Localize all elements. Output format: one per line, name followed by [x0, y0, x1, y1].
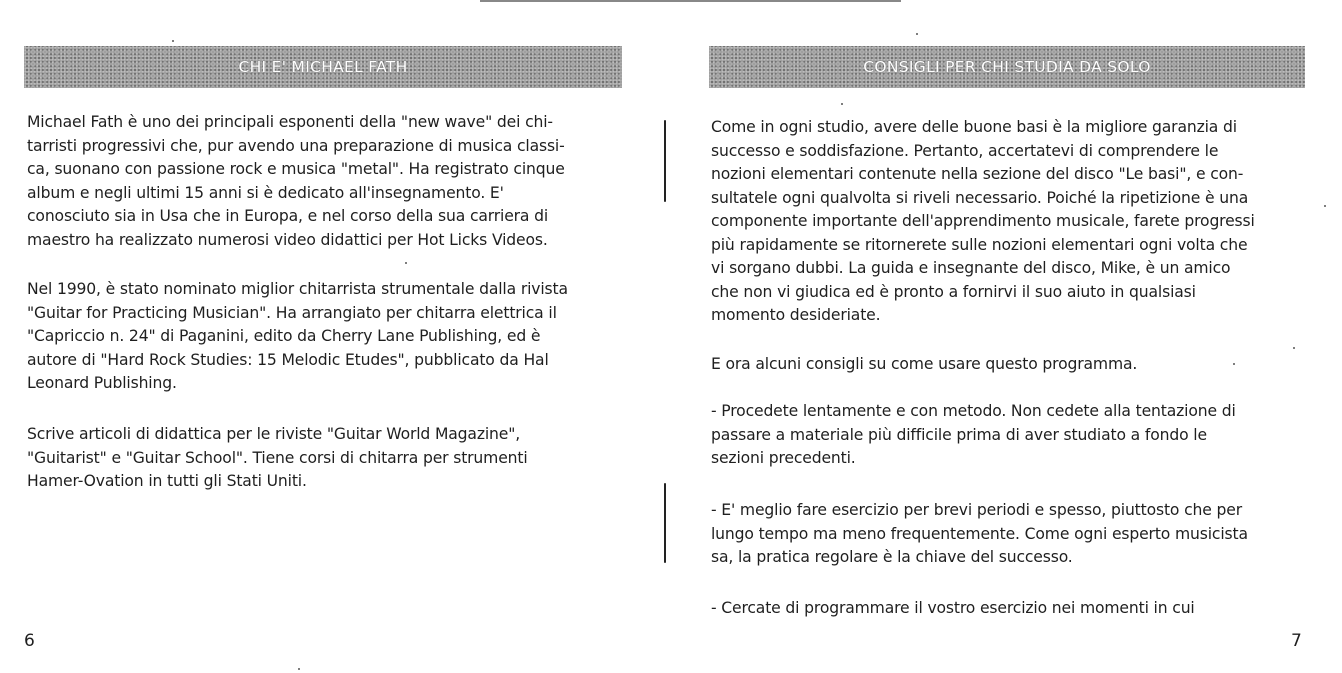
binding-mark	[664, 483, 666, 563]
text-line: "Guitarist" e "Guitar School". Tiene corsi di chitarra per strumenti	[27, 448, 528, 467]
left-paragraph-3	[27, 423, 627, 494]
right-page	[671, 0, 1342, 673]
right-paragraph-5	[711, 597, 1311, 621]
text-line: lungo tempo ma meno frequentemente. Come ogni esperto musicista	[711, 524, 1248, 543]
right-paragraph-4	[711, 499, 1311, 570]
text-line: ca, suonano con passione rock e musica "metal". Ha registrato cinque	[27, 160, 565, 178]
right-section-header	[709, 46, 1305, 88]
scan-speck	[298, 668, 300, 670]
text-line: autore di "Hard Rock Studies: 15 Melodic Etudes", pubblicato da Hal	[27, 350, 549, 369]
text-line: Come in ogni studio, avere delle buone basi è la migliore garanzia di	[711, 118, 1237, 136]
text-line: Michael Fath è uno dei principali esponenti della "new wave" dei chi-	[27, 113, 553, 131]
text-line: che non vi giudica ed è pronto a fornirvi il suo aiuto in qualsiasi	[711, 282, 1196, 301]
scan-edge-mark	[671, 0, 901, 2]
text-line: sultatele ogni qualvolta si riveli necessario. Poiché la ripetizione è una	[711, 188, 1249, 207]
right-page-number: 7	[1291, 631, 1302, 651]
text-line: sa, la pratica regolare è la chiave del successo.	[711, 548, 1073, 566]
right-paragraph-2	[711, 353, 1311, 377]
scan-speck	[1324, 205, 1326, 207]
scan-speck	[1233, 363, 1235, 365]
text-line: Nel 1990, è stato nominato miglior chitarrista strumentale dalla rivista	[27, 280, 568, 298]
text-line: passare a materiale più difficile prima di aver studiato a fondo le	[711, 425, 1207, 444]
text-line: E ora alcuni consigli su come usare questo programma.	[711, 355, 1138, 373]
text-line: "Capriccio n. 24" di Paganini, edito da Cherry Lane Publishing, ed è	[27, 327, 541, 345]
left-page-number: 6	[24, 631, 35, 651]
left-section-header	[24, 46, 622, 88]
left-paragraph-1	[27, 111, 627, 252]
text-line: tarristi progressivi che, pur avendo una preparazione di musica classi-	[27, 136, 565, 155]
left-paragraph-2	[27, 278, 627, 396]
text-line: - Procedete lentamente e con metodo. Non cedete alla tentazione di	[711, 402, 1236, 420]
text-line: più rapidamente se ritornerete sulle nozioni elementari ogni volta che	[711, 235, 1248, 254]
scan-edge-mark	[480, 0, 671, 2]
text-line: componente importante dell'apprendimento musicale, farete progressi	[711, 212, 1255, 230]
text-line: vi sorgano dubbi. La guida e insegnante del disco, Mike, è un amico	[711, 259, 1231, 277]
left-section-title: CHI E' MICHAEL FATH	[238, 58, 408, 76]
text-line: successo e soddisfazione. Pertanto, accertatevi di comprendere le	[711, 141, 1219, 160]
scan-speck	[1293, 347, 1295, 349]
scan-speck	[916, 33, 918, 35]
text-line: sezioni precedenti.	[711, 449, 856, 467]
text-line: "Guitar for Practicing Musician". Ha arrangiato per chitarra elettrica il	[27, 303, 557, 322]
right-section-title: CONSIGLI PER CHI STUDIA DA SOLO	[863, 58, 1151, 76]
text-line: conosciuto sia in Usa che in Europa, e nel corso della sua carriera di	[27, 207, 549, 225]
text-line: maestro ha realizzato numerosi video didattici per Hot Licks Videos.	[27, 230, 548, 249]
right-paragraph-3	[711, 400, 1311, 471]
text-line: - E' meglio fare esercizio per brevi periodi e spesso, piuttosto che per	[711, 501, 1242, 519]
binding-mark	[664, 120, 666, 202]
text-line: Scrive articoli di didattica per le riviste "Guitar World Magazine",	[27, 425, 521, 443]
right-paragraph-1	[711, 116, 1311, 328]
text-line: Leonard Publishing.	[27, 374, 177, 392]
scan-speck	[405, 262, 407, 264]
scan-speck	[172, 40, 174, 42]
text-line: Hamer-Ovation in tutti gli Stati Uniti.	[27, 472, 307, 490]
text-line: momento desideriate.	[711, 306, 881, 324]
scan-speck	[841, 103, 843, 105]
text-line: nozioni elementari contenute nella sezione del disco "Le basi", e con-	[711, 165, 1244, 183]
text-line: - Cercate di programmare il vostro esercizio nei momenti in cui	[711, 599, 1195, 617]
text-line: album e negli ultimi 15 anni si è dedicato all'insegnamento. E'	[27, 183, 504, 202]
